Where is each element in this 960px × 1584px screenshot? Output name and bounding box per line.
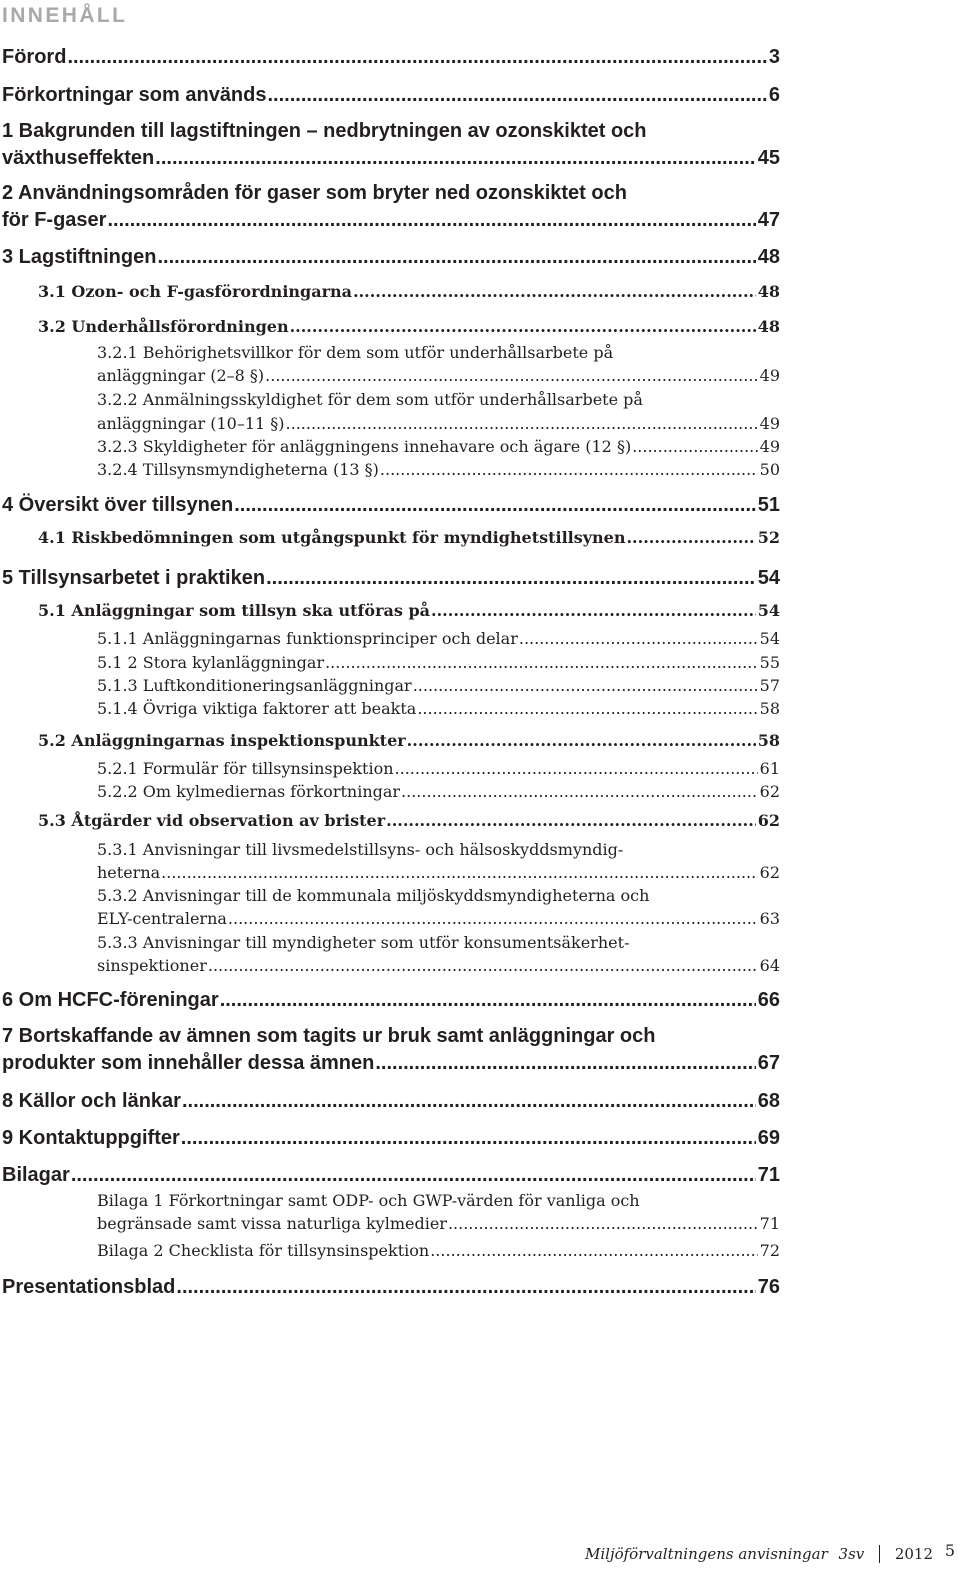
toc-page-number: 57 — [759, 676, 780, 695]
toc-dot-leader — [413, 676, 758, 695]
toc-entry-title: 3.2 Underhållsförordningen — [38, 317, 289, 336]
toc-entry — [38, 528, 780, 547]
toc-page-number: 54 — [757, 567, 780, 589]
toc-entry-title: 3.2.3 Skyldigheter för anläggningens innehavare och ägare (12 §) — [97, 437, 632, 456]
footer-separator — [879, 1545, 880, 1563]
toc-dot-leader — [325, 653, 758, 672]
toc-entry-title: 3.2.2 Anmälningsskyldighet för dem som utför underhållsarbete på — [97, 390, 643, 409]
toc-entry-wrap — [97, 1191, 640, 1210]
toc-page-number: 49 — [759, 414, 780, 433]
toc-entry-title: produkter som innehåller dessa ämnen — [2, 1052, 375, 1074]
toc-dot-leader — [268, 84, 767, 107]
toc-page-number: 58 — [757, 731, 780, 750]
toc-page-number: 52 — [757, 528, 780, 547]
toc-dot-leader — [161, 863, 757, 882]
toc-dot-leader — [265, 366, 757, 385]
toc-entry-wrap — [2, 182, 627, 205]
toc-dot-leader — [67, 46, 766, 69]
toc-dot-leader — [182, 1090, 756, 1113]
toc-entry — [97, 699, 780, 718]
toc-entry — [2, 246, 780, 269]
toc-entry-wrap — [97, 343, 613, 362]
toc-entry-title: Förkortningar som används — [2, 84, 267, 106]
toc-dot-leader — [380, 460, 758, 479]
toc-entry-title: begränsade samt vissa naturliga kylmedier — [97, 1214, 447, 1233]
toc-entry-title: Bilaga 2 Checklista för tillsynsinspektion — [97, 1241, 430, 1260]
toc-entry-title: Presentationsblad — [2, 1276, 176, 1298]
toc-entry — [97, 414, 780, 433]
toc-page-number: 48 — [757, 246, 780, 268]
toc-entry-title: 2 Användningsområden för gaser som bryter ned ozonskiktet och — [2, 182, 627, 204]
toc-dot-leader — [181, 1127, 756, 1150]
toc-dot-leader — [155, 147, 755, 170]
toc-entry — [97, 782, 780, 801]
toc-dot-leader — [632, 437, 757, 456]
toc-dot-leader — [208, 956, 758, 975]
toc-entry — [38, 811, 780, 830]
toc-page-number: 51 — [757, 494, 780, 516]
toc-entry — [2, 1090, 780, 1113]
toc-entry-title: 5.3 Åtgärder vid observation av brister — [38, 811, 386, 830]
toc-dot-leader — [430, 1241, 757, 1260]
toc-entry-title: 4 Översikt över tillsynen — [2, 494, 234, 516]
toc-dot-leader — [626, 528, 755, 547]
toc-dot-leader — [353, 282, 756, 301]
toc-page-number: 49 — [759, 366, 780, 385]
toc-entry-title: 3.1 Ozon- och F-gasförordningarna — [38, 282, 353, 301]
toc-page-number: 62 — [759, 863, 780, 882]
toc-page-number: 3 — [768, 46, 780, 68]
toc-dot-leader — [71, 1164, 756, 1187]
toc-page-number: 71 — [759, 1214, 780, 1233]
page-footer — [585, 1541, 955, 1563]
toc-dot-leader — [401, 782, 758, 801]
toc-entry — [97, 437, 780, 456]
toc-entry-wrap — [97, 390, 643, 409]
toc-dot-leader — [407, 731, 756, 750]
toc-entry-title: 6 Om HCFC-föreningar — [2, 989, 219, 1011]
toc-dot-leader — [448, 1214, 758, 1233]
toc-page-number: 72 — [759, 1241, 780, 1260]
toc-entry — [2, 147, 780, 170]
toc-entry-title: 5.1.4 Övriga viktiga faktorer att beakta — [97, 699, 417, 718]
toc-page-number: 6 — [768, 84, 780, 106]
toc-entry — [2, 1127, 780, 1150]
toc-entry-title: 5.3.1 Anvisningar till livsmedelstillsyns- och hälsoskyddsmyndig- — [97, 840, 624, 859]
toc-page-number: 49 — [759, 437, 780, 456]
toc-entry — [38, 282, 780, 301]
toc-page-number: 71 — [757, 1164, 780, 1186]
toc-page-number: 54 — [757, 601, 780, 620]
toc-entry-title: 5.1 2 Stora kylanläggningar — [97, 653, 325, 672]
toc-page-number: 68 — [757, 1090, 780, 1112]
toc-page-number: 48 — [757, 282, 780, 301]
toc-page-number: 50 — [759, 460, 780, 479]
toc-page-number: 61 — [759, 759, 780, 778]
toc-entry-title: heterna — [97, 863, 161, 882]
toc-entry-title: växthuseffekten — [2, 147, 155, 169]
footer-issue: 3sv — [838, 1545, 865, 1563]
toc-entry-title: anläggningar (10–11 §) — [97, 414, 285, 433]
toc-entry — [2, 494, 780, 517]
toc-dot-leader — [386, 811, 756, 830]
toc-page-number: 55 — [759, 653, 780, 672]
toc-entry — [97, 460, 780, 479]
toc-page-number: 66 — [757, 989, 780, 1011]
toc-entry — [2, 209, 780, 232]
toc-page-number: 58 — [759, 699, 780, 718]
toc-dot-leader — [176, 1276, 755, 1299]
toc-entry-title: 7 Bortskaffande av ämnen som tagits ur bruk samt anläggningar och — [2, 1025, 656, 1047]
footer-page-number: 5 — [944, 1541, 955, 1560]
toc-entry-title: Bilaga 1 Förkortningar samt ODP- och GWP-värden för vanliga och — [97, 1191, 640, 1210]
toc-entry-title: Förord — [2, 46, 67, 68]
toc-entry-wrap — [97, 886, 649, 905]
toc-entry-wrap — [97, 933, 629, 952]
toc-page-number: 67 — [757, 1052, 780, 1074]
toc-entry — [2, 46, 780, 69]
toc-entry-title: 9 Kontaktuppgifter — [2, 1127, 180, 1149]
toc-entry — [38, 601, 780, 620]
toc-entry — [97, 629, 780, 648]
toc-entry — [97, 366, 780, 385]
toc-entry-title: 8 Källor och länkar — [2, 1090, 181, 1112]
toc-entry — [38, 731, 780, 750]
toc-entry-title: sinspektioner — [97, 956, 207, 975]
toc-entry — [2, 84, 780, 107]
toc-entry — [2, 1052, 780, 1075]
toc-dot-leader — [375, 1052, 755, 1075]
toc-entry-title: 5.2.1 Formulär för tillsynsinspektion — [97, 759, 394, 778]
toc-page-number: 64 — [759, 956, 780, 975]
toc-entry — [97, 1241, 780, 1260]
toc-entry-title: 5.1 Anläggningar som tillsyn ska utföras på — [38, 601, 431, 620]
toc-dot-leader — [290, 317, 756, 336]
toc-page-number: 47 — [757, 209, 780, 231]
toc-entry-wrap — [2, 1025, 656, 1048]
toc-page-number: 76 — [757, 1276, 780, 1298]
toc-entry-title: 3.2.1 Behörighetsvillkor för dem som utför underhållsarbete på — [97, 343, 614, 362]
toc-entry-title: 5.1.1 Anläggningarnas funktionsprinciper och delar — [97, 629, 518, 648]
toc-dot-leader — [228, 909, 758, 928]
toc-entry-title: 5.1.3 Luftkonditioneringsanläggningar — [97, 676, 412, 695]
toc-dot-leader — [395, 759, 758, 778]
toc-entry-title: 4.1 Riskbedömningen som utgångspunkt för myndighetstillsynen — [38, 528, 626, 547]
toc-dot-leader — [234, 494, 756, 517]
toc-entry — [97, 1214, 780, 1233]
toc-entry-title: 3 Lagstiftningen — [2, 246, 157, 268]
toc-entry-title: anläggningar (2–8 §) — [97, 366, 265, 385]
toc-page-number: 54 — [759, 629, 780, 648]
toc-dot-leader — [286, 414, 758, 433]
toc-entry — [97, 909, 780, 928]
toc-entry — [38, 317, 780, 336]
toc-entry — [97, 956, 780, 975]
toc-entry — [2, 567, 780, 590]
toc-page-number: 69 — [757, 1127, 780, 1149]
toc-dot-leader — [266, 567, 756, 590]
toc-entry-title: ELY-centralerna — [97, 909, 227, 928]
toc-entry-title: 5.2 Anläggningarnas inspektionspunkter — [38, 731, 406, 750]
toc-entry-title: för F-gaser — [2, 209, 107, 231]
toc-dot-leader — [431, 601, 756, 620]
page-title: INNEHÅLL — [2, 4, 128, 27]
footer-year: 2012 — [894, 1545, 934, 1563]
toc-page-number: 63 — [759, 909, 780, 928]
toc-page-number: 62 — [759, 782, 780, 801]
toc-entry-title: Bilagar — [2, 1164, 70, 1186]
toc-entry-title: 5 Tillsynsarbetet i praktiken — [2, 567, 266, 589]
toc-entry-wrap — [2, 120, 647, 143]
toc-dot-leader — [107, 209, 755, 232]
toc-entry-wrap — [97, 840, 623, 859]
toc-entry-title: 1 Bakgrunden till lagstiftningen – nedbrytningen av ozonskiktet och — [2, 120, 647, 142]
toc-page-number: 48 — [757, 317, 780, 336]
toc-entry — [97, 653, 780, 672]
toc-entry — [2, 1164, 780, 1187]
toc-entry-title: 5.3.3 Anvisningar till myndigheter som utför konsumentsäkerhet- — [97, 933, 630, 952]
toc-dot-leader — [157, 246, 755, 269]
toc-entry — [97, 759, 780, 778]
toc-entry-title: 3.2.4 Tillsynsmyndigheterna (13 §) — [97, 460, 379, 479]
toc-entry — [97, 676, 780, 695]
toc-entry — [2, 989, 780, 1012]
toc-dot-leader — [220, 989, 756, 1012]
toc-entry — [2, 1276, 780, 1299]
toc-page-number: 62 — [757, 811, 780, 830]
toc-entry-title: 5.2.2 Om kylmediernas förkortningar — [97, 782, 401, 801]
footer-publication: Miljöförvaltningens anvisningar — [585, 1545, 828, 1563]
toc-entry — [97, 863, 780, 882]
toc-dot-leader — [519, 629, 758, 648]
toc-entry-title: 5.3.2 Anvisningar till de kommunala miljöskyddsmyndigheterna och — [97, 886, 650, 905]
toc-page-number: 45 — [757, 147, 780, 169]
toc-dot-leader — [417, 699, 757, 718]
